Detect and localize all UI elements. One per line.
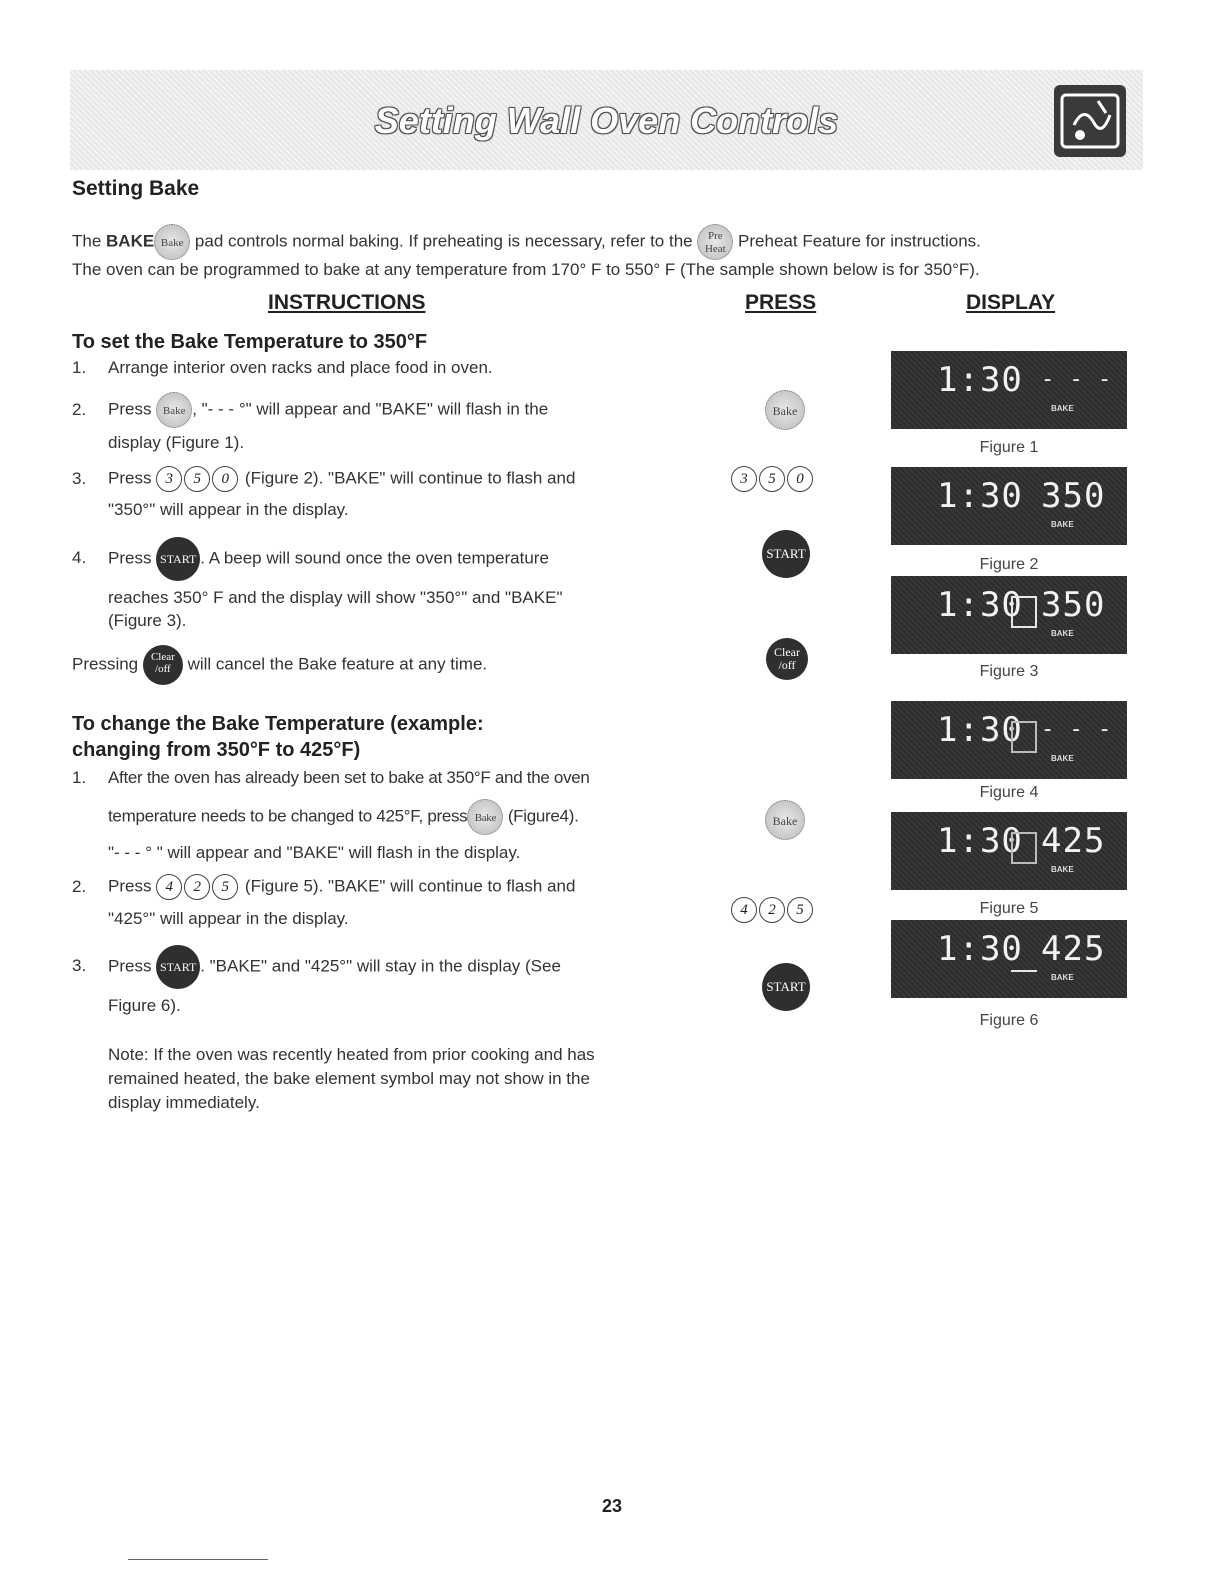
display-temperature: - - - — [1041, 367, 1113, 392]
oven-display-figure-5 — [891, 812, 1127, 890]
step-number: 1. — [72, 768, 87, 787]
display-bake-indicator: BAKE — [1051, 973, 1074, 982]
step-text: (Figure4). — [503, 806, 579, 826]
figure-caption: Figure 1 — [979, 439, 1039, 456]
intro-text: pad controls normal baking. If preheating is necessary, refer to the — [190, 231, 698, 251]
step-text: will cancel the Bake feature at any time. — [182, 654, 488, 674]
digit-5-pad-icon: 5 — [184, 466, 210, 492]
part1-title: To set the Bake Temperature to 350°F — [72, 331, 428, 353]
step-text: . "BAKE" and "425°" will stay in the display (See — [200, 956, 561, 976]
section-title: Setting Bake — [72, 177, 200, 200]
digit-2-pad-icon: 2 — [184, 874, 210, 900]
note-line: Note: If the oven was recently heated from prior cooking and has — [108, 1045, 595, 1064]
digit-0-pad-icon: 0 — [212, 466, 238, 492]
display-bake-indicator: BAKE — [1051, 629, 1074, 638]
step-text: Press — [108, 468, 157, 488]
step-text: reaches 350° F and the display will show "350°" and "BAKE" — [108, 588, 563, 607]
bake-element-symbol — [1011, 940, 1037, 972]
display-temperature: 425 — [1041, 821, 1106, 861]
note-line: display immediately. — [108, 1093, 260, 1112]
note — [108, 1043, 595, 1115]
figure-caption: Figure 6 — [979, 1012, 1039, 1029]
display-time: 1:30 — [937, 710, 1023, 750]
step-text: Arrange interior oven racks and place food in oven. — [108, 358, 493, 377]
step-text: display (Figure 1). — [108, 433, 245, 452]
preheat-pad-icon — [697, 224, 733, 260]
digit-2-pad-icon: 2 — [759, 897, 785, 923]
display-time: 1:30 — [937, 821, 1023, 861]
page-title: Setting Wall Oven Controls — [374, 100, 839, 141]
oven-display-figure-3 — [891, 576, 1127, 654]
digit-5-pad-icon: 5 — [759, 466, 785, 492]
bake-pad-icon: Bake — [467, 799, 503, 835]
page-number: 23 — [601, 1496, 623, 1516]
figure-caption: Figure 2 — [979, 556, 1039, 573]
display-temperature: 350 — [1041, 476, 1106, 516]
step-number: 3. — [72, 469, 87, 488]
display-bake-indicator: BAKE — [1051, 404, 1074, 413]
display-temperature: 350 — [1041, 585, 1106, 625]
press-start-pad-icon: START — [762, 530, 810, 578]
press-heading: PRESS — [745, 291, 817, 314]
step-text: . A beep will sound once the oven temperature — [200, 548, 549, 568]
press-digits-425 — [731, 897, 815, 923]
digit-4-pad-icon: 4 — [731, 897, 757, 923]
clear-off-pad-icon — [143, 645, 183, 685]
step-text: (Figure 3). — [108, 611, 187, 630]
step-text: temperature needs to be changed to 425°F, press — [108, 806, 468, 826]
step-text: (Figure 2). "BAKE" will continue to flash and — [240, 468, 576, 488]
part2-step-1 — [72, 767, 672, 862]
oven-display-figure-1 — [891, 351, 1127, 429]
digit-0-pad-icon: 0 — [787, 466, 813, 492]
step-text: (Figure 5). "BAKE" will continue to flash and — [240, 876, 576, 896]
start-pad-icon: START — [156, 945, 200, 989]
footer-divider — [128, 1559, 268, 1560]
off-label: /off — [778, 658, 796, 672]
display-time: 1:30 — [937, 476, 1023, 516]
part2-title-line-1: To change the Bake Temperature (example: — [72, 713, 484, 735]
step-text: "350°" will appear in the display. — [108, 500, 349, 519]
figure-caption: Figure 5 — [979, 900, 1039, 917]
bake-element-symbol — [1011, 721, 1037, 753]
display-heading: DISPLAY — [966, 291, 1056, 314]
display-time: 1:30 — [937, 585, 1023, 625]
step-number: 2. — [72, 877, 87, 896]
step-text: Press — [108, 548, 157, 568]
digit-4-pad-icon: 4 — [156, 874, 182, 900]
step-text: Press — [108, 876, 157, 896]
bake-pad-icon: Bake — [156, 392, 192, 428]
step-number: 1. — [72, 358, 87, 377]
intro-line-2: The oven can be programmed to bake at any temperature from 170° F to 550° F (The sample shown below is for 350°F). — [72, 260, 980, 279]
display-bake-indicator: BAKE — [1051, 520, 1074, 529]
clear-label: Clear — [774, 645, 800, 659]
pre-label: Pre — [707, 230, 723, 242]
step-text: Figure 6). — [108, 996, 181, 1015]
display-bake-indicator: BAKE — [1051, 754, 1074, 763]
display-time: 1:30 — [937, 929, 1023, 969]
intro-text: Preheat Feature for instructions. — [733, 231, 981, 251]
intro-text: The — [72, 231, 107, 251]
step-text: Press — [108, 399, 157, 419]
digit-5-pad-icon: 5 — [787, 897, 813, 923]
step-text: "425°" will appear in the display. — [108, 909, 349, 928]
instructions-heading: INSTRUCTIONS — [268, 291, 426, 314]
part1-step-1 — [72, 357, 672, 379]
display-temperature: 425 — [1041, 929, 1106, 969]
oven-cooking-icon — [1054, 85, 1126, 157]
step-number: 4. — [72, 548, 87, 567]
heat-label: Heat — [704, 243, 726, 255]
press-bake-pad-icon: Bake — [765, 390, 805, 430]
bake-pad-icon: Bake — [154, 224, 190, 260]
press-start-pad-icon: START — [762, 963, 810, 1011]
note-line: remained heated, the bake element symbol may not show in the — [108, 1069, 590, 1088]
intro-bake-word: BAKE — [106, 231, 155, 251]
step-text: , "- - - °" will appear and "BAKE" will flash in the — [192, 399, 549, 419]
cancel-note — [72, 645, 487, 685]
step-text: "- - - ° " will appear and "BAKE" will flash in the display. — [108, 843, 521, 862]
step-text: Press — [108, 956, 157, 976]
figure-caption: Figure 4 — [979, 784, 1039, 801]
display-bake-indicator: BAKE — [1051, 865, 1074, 874]
bake-element-symbol — [1011, 596, 1037, 628]
step-number: 2. — [72, 400, 87, 419]
step-number: 3. — [72, 956, 87, 975]
start-pad-icon: START — [156, 537, 200, 581]
figure-caption: Figure 3 — [979, 663, 1039, 680]
oven-display-figure-6 — [891, 920, 1127, 998]
digit-3-pad-icon: 3 — [731, 466, 757, 492]
intro-line-1 — [72, 224, 981, 260]
step-text: After the oven has already been set to bake at 350°F and the oven — [108, 768, 590, 787]
header-banner — [70, 70, 1143, 170]
display-time: 1:30 — [937, 360, 1023, 400]
digit-3-pad-icon: 3 — [156, 466, 182, 492]
bake-element-symbol — [1011, 832, 1037, 864]
clear-label: Clear — [150, 651, 175, 663]
oven-display-figure-2 — [891, 467, 1127, 545]
step-text: Pressing — [72, 654, 143, 674]
press-bake-pad-icon: Bake — [765, 800, 805, 840]
oven-display-figure-4 — [891, 701, 1127, 779]
display-temperature: - - - — [1041, 717, 1113, 742]
press-digits-350 — [731, 466, 815, 492]
digit-5-pad-icon: 5 — [212, 874, 238, 900]
part2-title-line-2: changing from 350°F to 425°F) — [72, 739, 361, 761]
press-clear-off-pad-icon — [766, 638, 808, 680]
off-label: /off — [155, 663, 171, 675]
